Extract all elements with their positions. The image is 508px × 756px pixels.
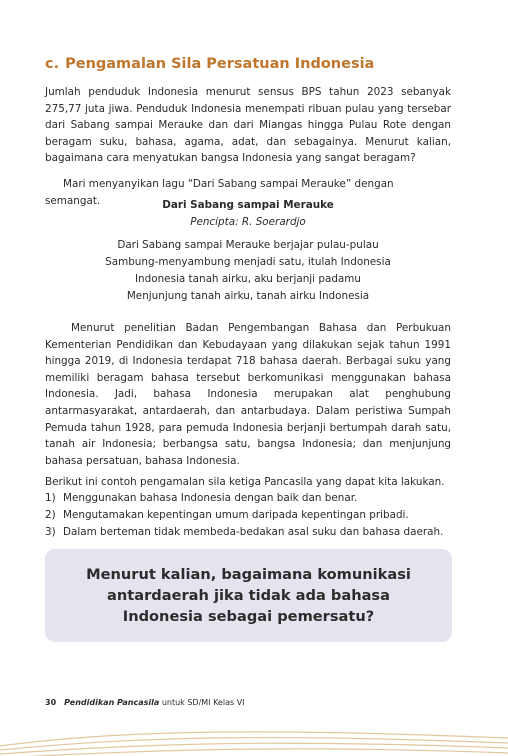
page-footer [45, 698, 245, 707]
list-item-number: 2) [45, 508, 56, 521]
lyric-line: Dari Sabang sampai Merauke berjajar pulau-pulau [117, 239, 379, 251]
lyric-line: Indonesia tanah airku, aku berjanji padamu [134, 273, 361, 285]
page-number: 30 [45, 698, 57, 707]
song-author: Pencipta: R. Soerardjo [190, 216, 306, 228]
section-title: Pengamalan Sila Persatuan Indonesia [65, 56, 375, 72]
intro-paragraph: Jumlah penduduk Indonesia menurut sensus BPS tahun 2023 sebanyak 275,77 juta jiwa. Penduduk Indonesia menempati ribuan pulau yang tersebar dari Sabang sampai Merauke dan dari Miangas hingga Pulau Rote dengan beragam suku, bahasa, agama, adat, dan sebagainya. Menurut kalian, bagaimana cara menyatukan bangsa Indonesia yang sangat beragam? [45, 86, 451, 165]
section-number: c. [45, 56, 60, 72]
song-title: Dari Sabang sampai Merauke [162, 199, 334, 211]
lyric-line: Sambung-menyambung menjadi satu, itulah Indonesia [105, 256, 391, 268]
decorative-waves [0, 712, 508, 756]
book-subtitle: untuk SD/MI Kelas VI [159, 698, 245, 707]
list-item-number: 3) [45, 525, 56, 538]
list-item [45, 524, 455, 541]
examples-list [45, 490, 455, 540]
section-heading [45, 56, 374, 72]
callout-question: Menurut kalian, bagaimana komunikasi antardaerah jika tidak ada bahasa Indonesia sebagai pemersatu? [86, 566, 411, 625]
research-paragraph: Menurut penelitian Badan Pengembangan Bahasa dan Perbukuan Kementerian Pendidikan dan Kebudayaan yang dilakukan sejak tahun 1991 hingga 2019, di Indonesia terdapat 718 bahasa daerah. Berbagai suku yang memiliki beragam bahasa tersebut berkomunikasi menggunakan bahasa Indonesia. Jadi, bahasa Indonesia merupakan alat penghubung antarmasyarakat, antardaerah, dan antarbudaya. Dalam peristiwa Sumpah Pemuda tahun 1928, para pemuda Indonesia berjanji bertumpah darah satu, tanah air Indonesia; berbangsa satu, bangsa Indonesia; dan menjunjung bahasa persatuan, bahasa Indonesia. [45, 322, 451, 467]
question-callout [45, 549, 452, 642]
book-title: Pendidikan Pancasila [64, 698, 160, 707]
list-item-text: Menggunakan bahasa Indonesia dengan baik dan benar. [63, 492, 358, 504]
list-item [45, 490, 455, 507]
examples-intro: Berikut ini contoh pengamalan sila ketiga Pancasila yang dapat kita lakukan. [45, 476, 445, 488]
list-item [45, 507, 455, 524]
song-lyrics [45, 237, 451, 305]
lyric-line: Menjunjung tanah airku, tanah airku Indonesia [126, 290, 370, 302]
song-invitation: Mari menyanyikan lagu “Dari Sabang sampai Merauke” dengan semangat. [45, 178, 394, 207]
list-item-text: Dalam berteman tidak membeda-bedakan asal suku dan bahasa daerah. [63, 525, 444, 538]
list-item-number: 1) [45, 492, 56, 504]
list-item-text: Mengutamakan kepentingan umum daripada kepentingan pribadi. [63, 508, 409, 521]
